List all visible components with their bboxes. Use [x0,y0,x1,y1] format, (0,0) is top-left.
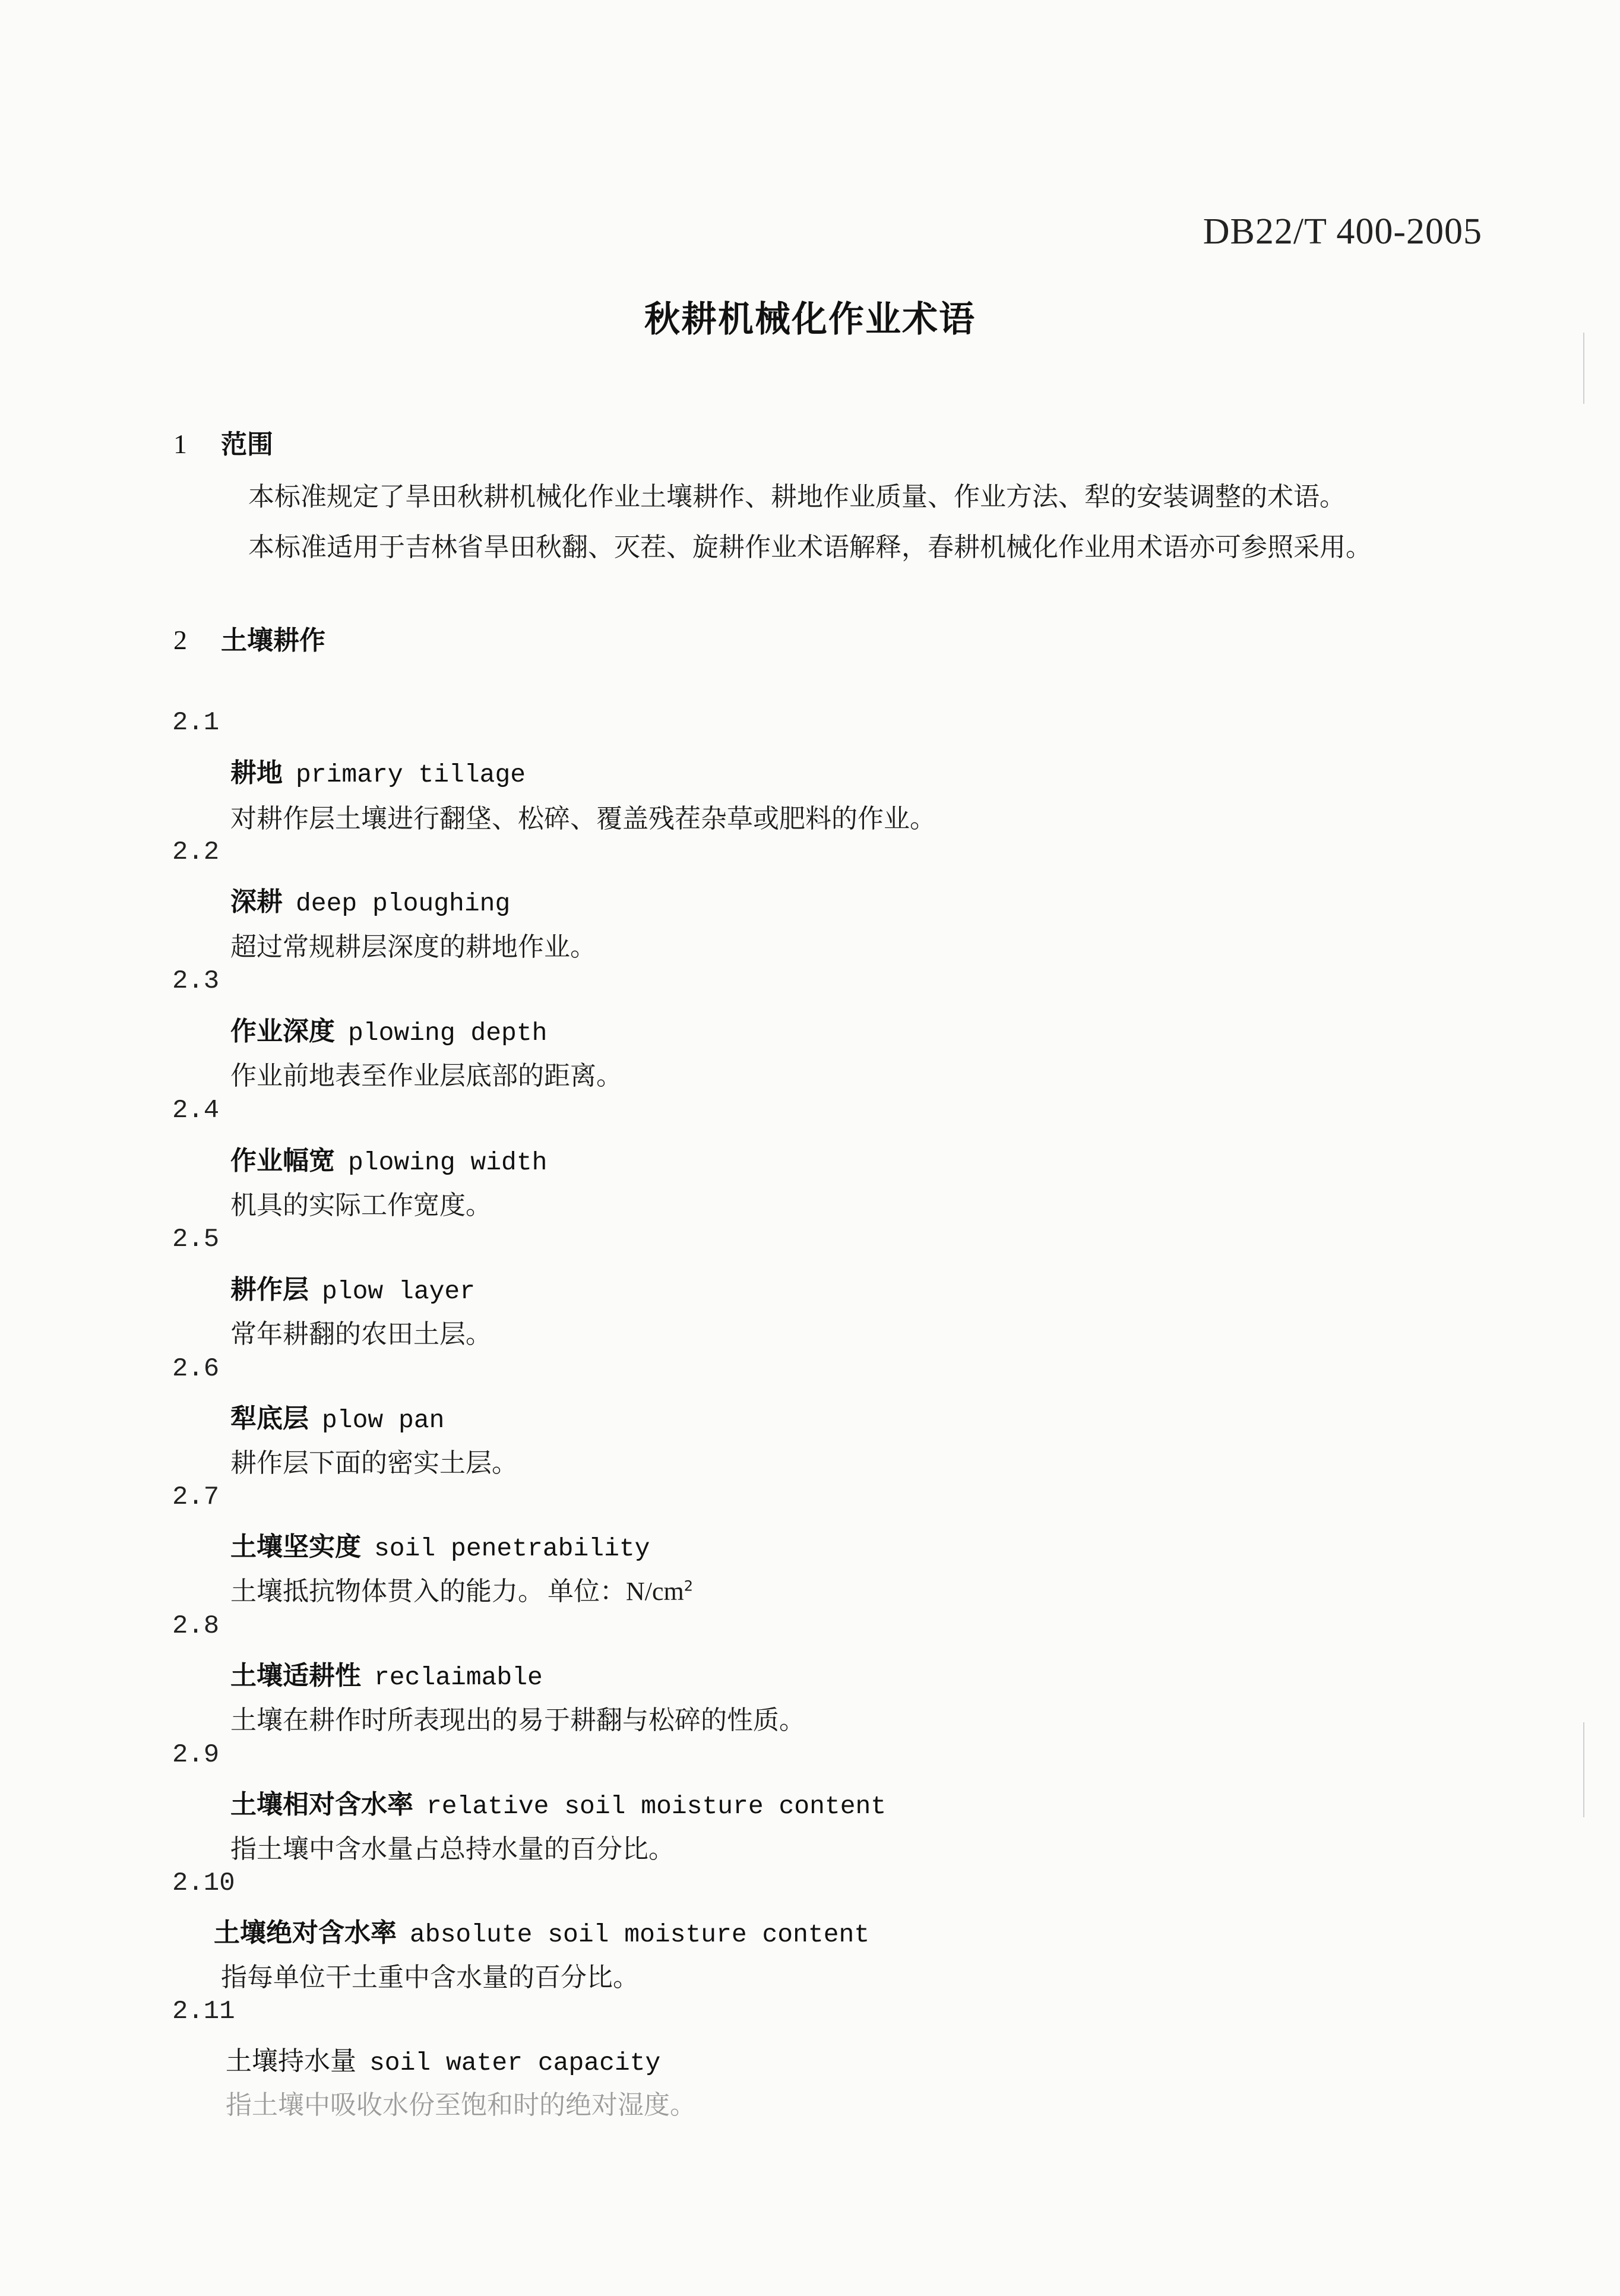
term-name [230,751,526,789]
term-number: 2.1 [172,708,220,738]
term-name-en: plow layer [322,1277,476,1306]
term-name-en: plowing width [348,1148,548,1177]
term-name [214,1911,869,1949]
term-number: 2.8 [172,1611,220,1641]
section-1-title: 范围 [221,429,273,460]
section-1-heading [173,423,273,461]
term-name-en: relative soil moisture content [426,1792,887,1821]
term-name-zh: 土壤坚实度 [230,1532,361,1562]
term-name-en: absolute soil moisture content [410,1920,870,1949]
term-name-zh: 土壤相对含水率 [230,1789,413,1820]
term-name-en: deep ploughing [296,889,511,918]
term-definition: 作业前地表至作业层底部的距离。 [230,1061,622,1091]
term-name-en: soil penetrability [374,1534,650,1563]
term-definition: 超过常规耕层深度的耕地作业。 [230,932,596,962]
term-number: 2.11 [172,1997,235,2026]
term-name [230,1397,444,1435]
unit-superscript: 2 [684,1577,694,1595]
term-name-zh: 耕作层 [230,1274,309,1305]
unit: N/cm [626,1577,684,1606]
term-definition: 指土壤中含水量占总持水量的百分比。 [230,1834,675,1864]
term-definition: 机具的实际工作宽度。 [230,1190,492,1220]
term-number: 2.2 [172,837,220,867]
term-definition: 对耕作层土壤进行翻垡、松碎、覆盖残茬杂草或肥料的作业。 [230,804,936,834]
term-name [230,1654,543,1692]
term-name-en: reclaimable [374,1663,543,1692]
term-name-en: soil water capacity [369,2048,661,2077]
term-number: 2.9 [172,1740,220,1770]
term-definition: 指每单位干土重中含水量的百分比。 [221,1962,639,1993]
unit-label: 单位： [548,1576,626,1606]
section-1-paragraph-2: 本标准适用于吉林省旱田秋翻、灭茬、旋耕作业术语解释，春耕机械化作业用术语亦可参照采用。 [248,532,1372,562]
term-name-en: primary tillage [296,760,526,789]
term-definition: 常年耕翻的农田土层。 [230,1319,492,1349]
term-name-zh: 土壤绝对含水率 [214,1918,397,1948]
term-name [230,1139,547,1177]
term-name-zh: 作业幅宽 [230,1146,335,1176]
term-name-zh: 土壤适耕性 [230,1661,361,1691]
term-definition: 土壤在耕作时所表现出的易于耕翻与松碎的性质。 [230,1705,805,1735]
scan-artifact [1583,1722,1584,1817]
section-2-number: 2 [173,625,187,655]
term-name-zh: 作业深度 [230,1016,335,1046]
term-number: 2.5 [172,1225,220,1254]
term-name-zh: 土壤持水量 [226,2046,356,2076]
term-name [230,1525,650,1563]
term-definition: 耕作层下面的密实土层。 [230,1448,518,1478]
term-number: 2.10 [172,1868,235,1898]
term-name [226,2039,660,2077]
standard-code: DB22/T 400-2005 [1203,211,1482,252]
term-number: 2.6 [172,1354,220,1384]
term-name-en: plowing depth [348,1019,548,1048]
term-definition-text: 土壤抵抗物体贯入的能力。 [230,1576,544,1606]
term-definition [230,1570,693,1608]
section-1-number: 1 [173,429,187,459]
section-2-heading [173,619,325,657]
term-name [230,1783,886,1821]
term-number: 2.7 [172,1482,220,1512]
document-title: 秋耕机械化作业术语 [644,299,976,340]
term-name-en: plow pan [322,1406,445,1435]
scan-artifact [1583,333,1584,404]
term-name-zh: 犁底层 [230,1403,309,1434]
term-name-zh: 深耕 [230,887,283,917]
term-name [230,880,510,918]
term-definition: 指土壤中吸收水份至饱和时的绝对湿度。 [226,2090,696,2120]
term-name [230,1010,547,1048]
section-2-title: 土壤耕作 [221,625,325,656]
term-name-zh: 耕地 [230,758,283,788]
term-number: 2.3 [172,966,220,996]
term-number: 2.4 [172,1096,220,1125]
term-name [230,1268,475,1306]
section-1-paragraph-1: 本标准规定了旱田秋耕机械化作业土壤耕作、耕地作业质量、作业方法、犁的安装调整的术语。 [248,482,1346,512]
